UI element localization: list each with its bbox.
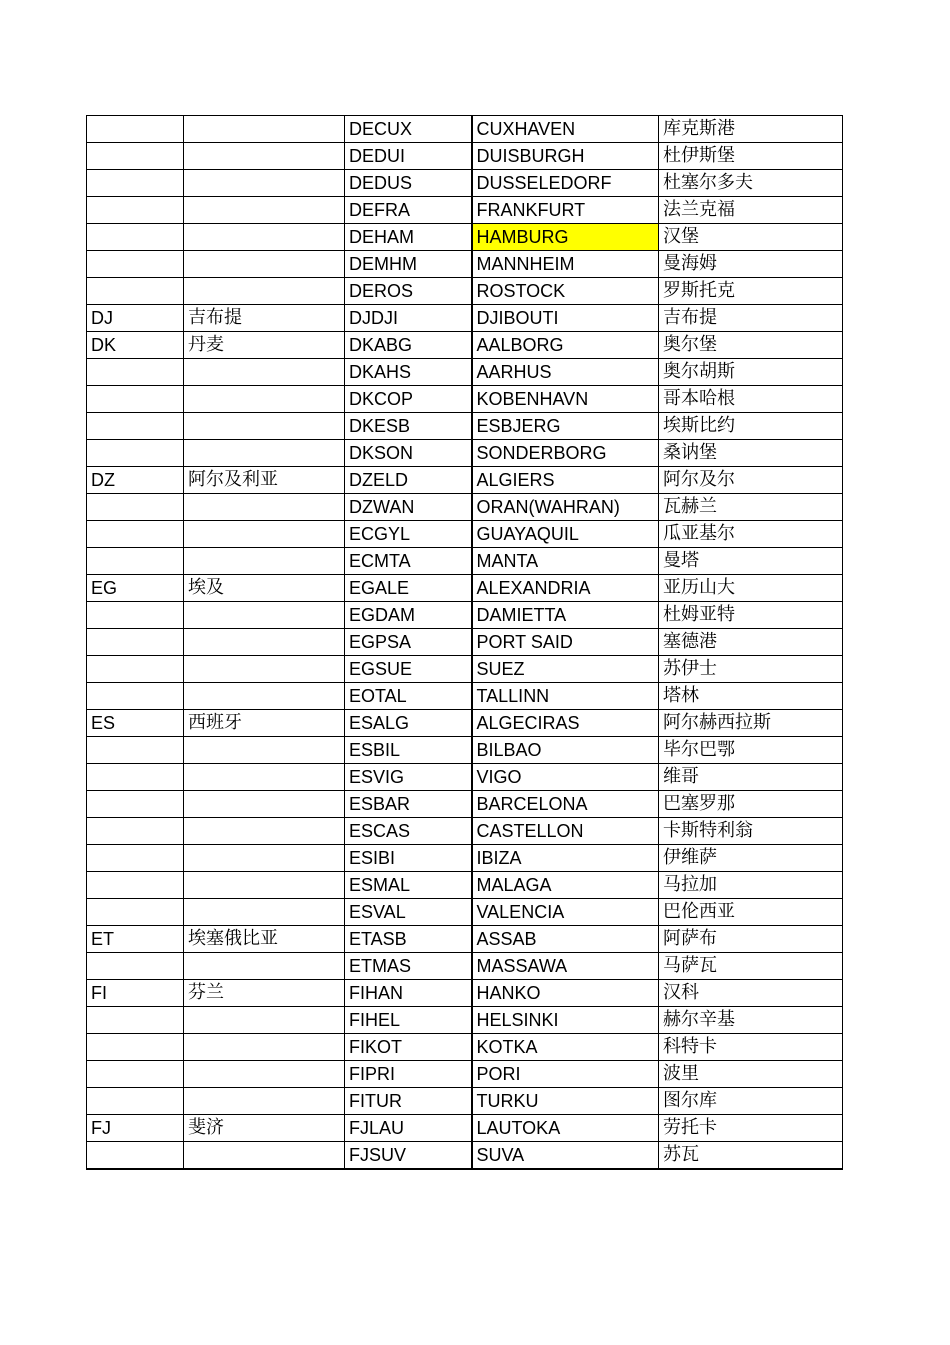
table-row bbox=[87, 548, 843, 575]
port-code-cell: ECGYL bbox=[345, 521, 472, 548]
port-code-cell: FIHEL bbox=[345, 1007, 472, 1034]
port-name-cn-cell: 杜塞尔多夫 bbox=[659, 170, 843, 197]
country-code-cell bbox=[87, 1034, 184, 1061]
port-code-cell: ESBAR bbox=[345, 791, 472, 818]
port-name-cell: BILBAO bbox=[472, 737, 659, 764]
country-code-cell bbox=[87, 494, 184, 521]
country-name-cell: 斐济 bbox=[184, 1115, 345, 1142]
port-name-cell: AALBORG bbox=[472, 332, 659, 359]
table-row bbox=[87, 440, 843, 467]
country-code-cell bbox=[87, 656, 184, 683]
table-row bbox=[87, 359, 843, 386]
country-name-cell bbox=[184, 278, 345, 305]
port-code-cell: DEHAM bbox=[345, 224, 472, 251]
port-name-cn-cell: 赫尔辛基 bbox=[659, 1007, 843, 1034]
port-code-cell: FIHAN bbox=[345, 980, 472, 1007]
port-name-cn-cell: 曼塔 bbox=[659, 548, 843, 575]
country-name-cell: 埃及 bbox=[184, 575, 345, 602]
country-name-cell bbox=[184, 386, 345, 413]
port-name-cn-cell: 亚历山大 bbox=[659, 575, 843, 602]
port-name-cn-cell: 吉布提 bbox=[659, 305, 843, 332]
country-code-cell bbox=[87, 359, 184, 386]
port-name-cell: TALLINN bbox=[472, 683, 659, 710]
table-row bbox=[87, 494, 843, 521]
country-code-cell bbox=[87, 953, 184, 980]
port-name-cell: SUVA bbox=[472, 1142, 659, 1170]
country-name-cell bbox=[184, 602, 345, 629]
country-code-cell bbox=[87, 278, 184, 305]
table-row bbox=[87, 521, 843, 548]
country-code-cell bbox=[87, 818, 184, 845]
country-code-cell bbox=[87, 737, 184, 764]
port-name-cell: VALENCIA bbox=[472, 899, 659, 926]
table-row bbox=[87, 170, 843, 197]
port-table-body bbox=[87, 116, 843, 1170]
country-code-cell bbox=[87, 170, 184, 197]
port-name-cell: ASSAB bbox=[472, 926, 659, 953]
port-name-cell: MANTA bbox=[472, 548, 659, 575]
table-row bbox=[87, 1007, 843, 1034]
port-name-cn-cell: 塔林 bbox=[659, 683, 843, 710]
port-code-cell: DEMHM bbox=[345, 251, 472, 278]
table-row bbox=[87, 386, 843, 413]
port-name-cn-cell: 伊维萨 bbox=[659, 845, 843, 872]
country-code-cell: FJ bbox=[87, 1115, 184, 1142]
country-name-cell: 埃塞俄比亚 bbox=[184, 926, 345, 953]
table-row bbox=[87, 602, 843, 629]
country-code-cell bbox=[87, 386, 184, 413]
country-name-cell bbox=[184, 548, 345, 575]
port-name-cn-cell: 巴伦西亚 bbox=[659, 899, 843, 926]
port-name-cn-cell: 阿萨布 bbox=[659, 926, 843, 953]
port-code-cell: ESVIG bbox=[345, 764, 472, 791]
country-name-cell bbox=[184, 845, 345, 872]
table-row bbox=[87, 845, 843, 872]
table-row bbox=[87, 224, 843, 251]
country-code-cell bbox=[87, 845, 184, 872]
port-name-cell: DUISBURGH bbox=[472, 143, 659, 170]
port-name-cell: MALAGA bbox=[472, 872, 659, 899]
country-name-cell bbox=[184, 1034, 345, 1061]
port-code-cell: ECMTA bbox=[345, 548, 472, 575]
port-code-cell: FJLAU bbox=[345, 1115, 472, 1142]
country-name-cell bbox=[184, 737, 345, 764]
country-code-cell bbox=[87, 224, 184, 251]
port-code-cell: EGSUE bbox=[345, 656, 472, 683]
country-name-cell bbox=[184, 818, 345, 845]
port-name-cell: ORAN(WAHRAN) bbox=[472, 494, 659, 521]
country-code-cell: DZ bbox=[87, 467, 184, 494]
port-name-cn-cell: 卡斯特利翁 bbox=[659, 818, 843, 845]
country-code-cell bbox=[87, 413, 184, 440]
port-name-cn-cell: 瓦赫兰 bbox=[659, 494, 843, 521]
port-name-cell: PORT SAID bbox=[472, 629, 659, 656]
port-name-cell: DJIBOUTI bbox=[472, 305, 659, 332]
port-code-cell: ESVAL bbox=[345, 899, 472, 926]
port-code-cell: FJSUV bbox=[345, 1142, 472, 1170]
country-name-cell: 西班牙 bbox=[184, 710, 345, 737]
port-name-cell: IBIZA bbox=[472, 845, 659, 872]
port-code-cell: DEDUS bbox=[345, 170, 472, 197]
country-code-cell bbox=[87, 143, 184, 170]
port-name-cn-cell: 奥尔胡斯 bbox=[659, 359, 843, 386]
port-code-cell: ESCAS bbox=[345, 818, 472, 845]
country-code-cell: ES bbox=[87, 710, 184, 737]
country-name-cell bbox=[184, 413, 345, 440]
table-row bbox=[87, 818, 843, 845]
table-row bbox=[87, 143, 843, 170]
port-name-cell: SONDERBORG bbox=[472, 440, 659, 467]
table-row bbox=[87, 710, 843, 737]
port-code-cell: ETMAS bbox=[345, 953, 472, 980]
country-code-cell bbox=[87, 764, 184, 791]
port-code-cell: DKABG bbox=[345, 332, 472, 359]
country-code-cell bbox=[87, 1061, 184, 1088]
port-code-cell: EOTAL bbox=[345, 683, 472, 710]
port-name-cn-cell: 埃斯比约 bbox=[659, 413, 843, 440]
port-name-cell: DAMIETTA bbox=[472, 602, 659, 629]
country-name-cell bbox=[184, 197, 345, 224]
port-name-cn-cell: 图尔库 bbox=[659, 1088, 843, 1115]
port-code-cell: DJDJI bbox=[345, 305, 472, 332]
port-name-cell: CUXHAVEN bbox=[472, 116, 659, 143]
port-name-cn-cell: 奥尔堡 bbox=[659, 332, 843, 359]
port-code-cell: DZELD bbox=[345, 467, 472, 494]
table-row bbox=[87, 467, 843, 494]
table-row bbox=[87, 116, 843, 143]
table-row bbox=[87, 332, 843, 359]
country-name-cell bbox=[184, 791, 345, 818]
port-name-cn-cell: 杜伊斯堡 bbox=[659, 143, 843, 170]
country-name-cell bbox=[184, 953, 345, 980]
port-name-cell: FRANKFURT bbox=[472, 197, 659, 224]
port-name-cell: GUAYAQUIL bbox=[472, 521, 659, 548]
country-name-cell: 阿尔及利亚 bbox=[184, 467, 345, 494]
country-code-cell bbox=[87, 629, 184, 656]
table-row bbox=[87, 872, 843, 899]
port-code-cell: DKSON bbox=[345, 440, 472, 467]
port-name-cell: MASSAWA bbox=[472, 953, 659, 980]
port-name-cn-cell: 汉科 bbox=[659, 980, 843, 1007]
table-row bbox=[87, 764, 843, 791]
country-code-cell bbox=[87, 1142, 184, 1170]
port-name-cn-cell: 马拉加 bbox=[659, 872, 843, 899]
country-code-cell bbox=[87, 521, 184, 548]
country-code-cell: ET bbox=[87, 926, 184, 953]
country-name-cell bbox=[184, 440, 345, 467]
country-code-cell bbox=[87, 197, 184, 224]
country-code-cell: FI bbox=[87, 980, 184, 1007]
table-row bbox=[87, 899, 843, 926]
table-row bbox=[87, 791, 843, 818]
table-row bbox=[87, 737, 843, 764]
country-name-cell bbox=[184, 116, 345, 143]
country-name-cell bbox=[184, 1088, 345, 1115]
table-row bbox=[87, 575, 843, 602]
port-name-cn-cell: 塞德港 bbox=[659, 629, 843, 656]
country-name-cell: 芬兰 bbox=[184, 980, 345, 1007]
country-name-cell bbox=[184, 683, 345, 710]
port-name-cn-cell: 桑讷堡 bbox=[659, 440, 843, 467]
port-code-cell: EGDAM bbox=[345, 602, 472, 629]
port-name-cn-cell: 毕尔巴鄂 bbox=[659, 737, 843, 764]
port-name-cn-cell: 阿尔及尔 bbox=[659, 467, 843, 494]
country-code-cell bbox=[87, 440, 184, 467]
country-name-cell bbox=[184, 1061, 345, 1088]
port-code-cell: DZWAN bbox=[345, 494, 472, 521]
port-name-cell: DUSSELEDORF bbox=[472, 170, 659, 197]
country-name-cell bbox=[184, 224, 345, 251]
port-name-cell: LAUTOKA bbox=[472, 1115, 659, 1142]
country-name-cell: 吉布提 bbox=[184, 305, 345, 332]
table-row bbox=[87, 980, 843, 1007]
port-code-cell: DEFRA bbox=[345, 197, 472, 224]
port-name-cell: PORI bbox=[472, 1061, 659, 1088]
country-name-cell bbox=[184, 494, 345, 521]
port-code-cell: ESIBI bbox=[345, 845, 472, 872]
table-row bbox=[87, 305, 843, 332]
country-code-cell bbox=[87, 899, 184, 926]
country-name-cell bbox=[184, 1142, 345, 1170]
table-row bbox=[87, 1061, 843, 1088]
port-code-cell: FIKOT bbox=[345, 1034, 472, 1061]
port-code-table bbox=[86, 115, 843, 1170]
port-name-cell: KOBENHAVN bbox=[472, 386, 659, 413]
port-name-cell: AARHUS bbox=[472, 359, 659, 386]
country-name-cell bbox=[184, 143, 345, 170]
port-name-cn-cell: 科特卡 bbox=[659, 1034, 843, 1061]
port-name-cn-cell: 曼海姆 bbox=[659, 251, 843, 278]
table-row bbox=[87, 1088, 843, 1115]
port-code-cell: DEDUI bbox=[345, 143, 472, 170]
country-code-cell bbox=[87, 1007, 184, 1034]
port-name-cn-cell: 瓜亚基尔 bbox=[659, 521, 843, 548]
port-name-cell: VIGO bbox=[472, 764, 659, 791]
port-name-cell: ALGIERS bbox=[472, 467, 659, 494]
port-name-cn-cell: 汉堡 bbox=[659, 224, 843, 251]
port-name-cell: HELSINKI bbox=[472, 1007, 659, 1034]
port-code-cell: DKESB bbox=[345, 413, 472, 440]
port-code-cell: EGPSA bbox=[345, 629, 472, 656]
port-name-cell: KOTKA bbox=[472, 1034, 659, 1061]
country-name-cell bbox=[184, 170, 345, 197]
country-name-cell bbox=[184, 764, 345, 791]
port-name-cn-cell: 苏伊士 bbox=[659, 656, 843, 683]
country-code-cell bbox=[87, 602, 184, 629]
country-code-cell bbox=[87, 683, 184, 710]
country-code-cell bbox=[87, 872, 184, 899]
port-name-cn-cell: 法兰克福 bbox=[659, 197, 843, 224]
country-name-cell bbox=[184, 1007, 345, 1034]
table-row bbox=[87, 278, 843, 305]
country-name-cell bbox=[184, 359, 345, 386]
port-name-cell: ALEXANDRIA bbox=[472, 575, 659, 602]
port-name-cn-cell: 波里 bbox=[659, 1061, 843, 1088]
port-name-cn-cell: 阿尔赫西拉斯 bbox=[659, 710, 843, 737]
country-code-cell: DK bbox=[87, 332, 184, 359]
port-name-cn-cell: 哥本哈根 bbox=[659, 386, 843, 413]
table-row bbox=[87, 1142, 843, 1170]
country-name-cell: 丹麦 bbox=[184, 332, 345, 359]
table-row bbox=[87, 251, 843, 278]
port-code-cell: ESBIL bbox=[345, 737, 472, 764]
port-name-cn-cell: 杜姆亚特 bbox=[659, 602, 843, 629]
country-code-cell bbox=[87, 116, 184, 143]
table-row bbox=[87, 629, 843, 656]
country-code-cell bbox=[87, 1088, 184, 1115]
port-code-cell: ESALG bbox=[345, 710, 472, 737]
table-row bbox=[87, 656, 843, 683]
table-row bbox=[87, 1034, 843, 1061]
port-code-cell: ESMAL bbox=[345, 872, 472, 899]
table-row bbox=[87, 413, 843, 440]
country-name-cell bbox=[184, 872, 345, 899]
port-code-cell: DECUX bbox=[345, 116, 472, 143]
port-name-cn-cell: 巴塞罗那 bbox=[659, 791, 843, 818]
port-code-cell: EGALE bbox=[345, 575, 472, 602]
port-name-cn-cell: 维哥 bbox=[659, 764, 843, 791]
port-name-cn-cell: 马萨瓦 bbox=[659, 953, 843, 980]
country-name-cell bbox=[184, 629, 345, 656]
country-code-cell bbox=[87, 251, 184, 278]
port-name-cell: HANKO bbox=[472, 980, 659, 1007]
port-name-cn-cell: 罗斯托克 bbox=[659, 278, 843, 305]
port-name-cell: SUEZ bbox=[472, 656, 659, 683]
table-row bbox=[87, 953, 843, 980]
table-row bbox=[87, 683, 843, 710]
port-code-cell: DKAHS bbox=[345, 359, 472, 386]
country-name-cell bbox=[184, 251, 345, 278]
port-code-cell: FITUR bbox=[345, 1088, 472, 1115]
port-name-cn-cell: 劳托卡 bbox=[659, 1115, 843, 1142]
port-name-cn-cell: 苏瓦 bbox=[659, 1142, 843, 1170]
table-row bbox=[87, 926, 843, 953]
port-name-cell: BARCELONA bbox=[472, 791, 659, 818]
country-code-cell bbox=[87, 791, 184, 818]
port-name-cell: MANNHEIM bbox=[472, 251, 659, 278]
port-name-cell: TURKU bbox=[472, 1088, 659, 1115]
country-name-cell bbox=[184, 656, 345, 683]
country-code-cell bbox=[87, 548, 184, 575]
port-code-cell: ETASB bbox=[345, 926, 472, 953]
table-row bbox=[87, 197, 843, 224]
port-code-cell: DEROS bbox=[345, 278, 472, 305]
country-name-cell bbox=[184, 521, 345, 548]
country-code-cell: DJ bbox=[87, 305, 184, 332]
port-code-cell: DKCOP bbox=[345, 386, 472, 413]
port-name-cell: HAMBURG bbox=[472, 224, 659, 251]
table-row bbox=[87, 1115, 843, 1142]
port-name-cell: ALGECIRAS bbox=[472, 710, 659, 737]
port-name-cell: ESBJERG bbox=[472, 413, 659, 440]
country-code-cell: EG bbox=[87, 575, 184, 602]
port-name-cell: CASTELLON bbox=[472, 818, 659, 845]
country-name-cell bbox=[184, 899, 345, 926]
port-name-cell: ROSTOCK bbox=[472, 278, 659, 305]
port-name-cn-cell: 库克斯港 bbox=[659, 116, 843, 143]
port-code-cell: FIPRI bbox=[345, 1061, 472, 1088]
